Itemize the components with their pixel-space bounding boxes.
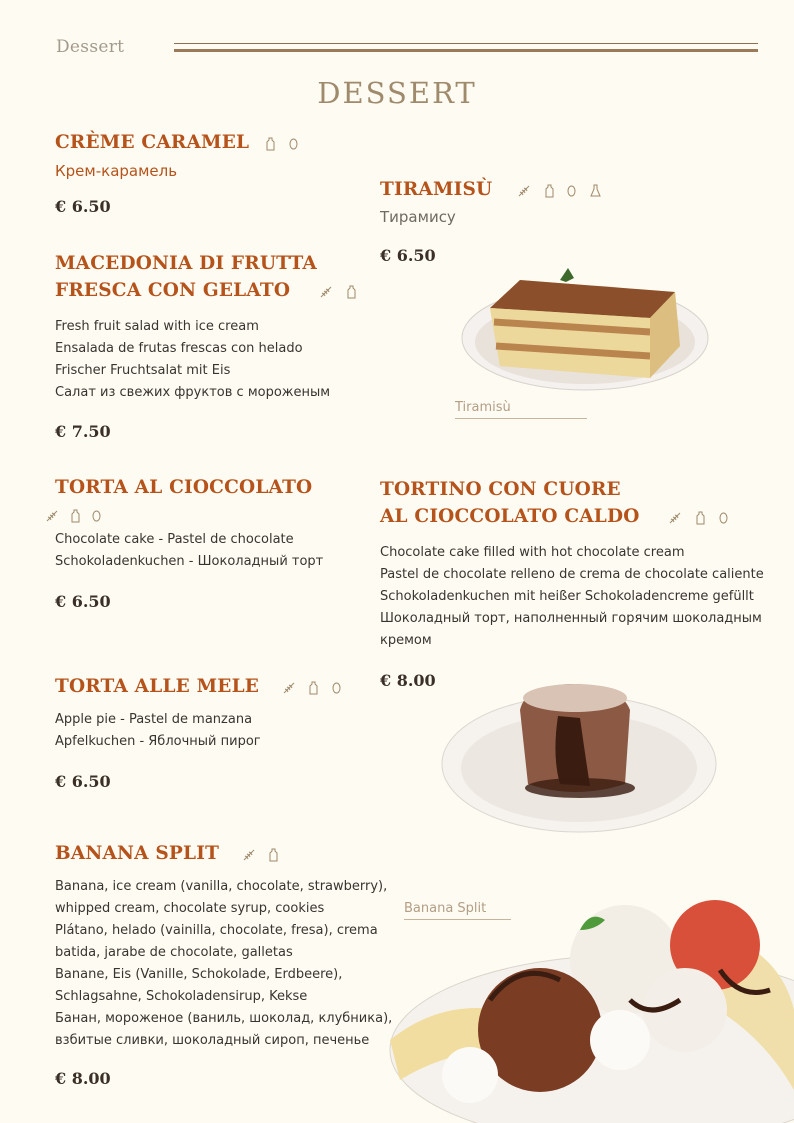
allergen-icons	[266, 130, 305, 157]
menu-item-tiramisu	[380, 176, 608, 265]
desc-line: кремом	[380, 632, 432, 648]
item-price: € 8.00	[55, 1068, 111, 1088]
item-price: € 6.50	[380, 245, 436, 265]
item-price: € 6.50	[55, 592, 111, 611]
image-caption-banana: Banana Split	[404, 901, 511, 920]
item-price: € 6.50	[55, 771, 111, 791]
item-description	[380, 542, 764, 652]
desc-line: взбитые сливки, шоколадный сироп, печенье	[55, 1032, 370, 1048]
allergen-icons	[668, 504, 734, 531]
item-name: TORTA AL CIOCCOLATO	[55, 477, 313, 498]
egg-icon	[719, 511, 728, 524]
menu-item-banana-split	[55, 840, 392, 1088]
allergen-icons	[319, 278, 363, 305]
desc-line: Banana, ice cream (vanilla, chocolate, strawberry),	[55, 878, 388, 894]
desc-line: Fresh fruit salad with ice cream	[55, 318, 259, 334]
desc-line: Pastel de chocolate relleno de crema de chocolate caliente	[380, 566, 764, 582]
item-description	[55, 529, 323, 573]
desc-line: Schokoladenkuchen - Шоколадный торт	[55, 554, 324, 569]
tiramisu-image	[460, 258, 712, 394]
item-name-line2: AL CIOCCOLATO CALDO	[380, 506, 640, 527]
milk-bottle-icon	[545, 184, 554, 198]
wheat-icon	[45, 509, 59, 523]
desc-line: Салат из свежих фруктов с мороженым	[55, 384, 331, 400]
header-rule	[174, 43, 758, 44]
wheat-icon	[517, 184, 531, 198]
menu-item-macedonia	[55, 250, 363, 441]
desc-line: Plátano, helado (vainilla, chocolate, fresa), crema	[55, 922, 378, 938]
allergen-icons	[517, 177, 608, 204]
desc-line: Schlagsahne, Schokoladensirup, Kekse	[55, 988, 308, 1004]
banana-split-image	[380, 890, 794, 1123]
milk-bottle-icon	[266, 137, 275, 151]
item-name-line1: MACEDONIA DI FRUTTA	[55, 253, 317, 274]
item-description	[55, 876, 392, 1052]
allergen-icons	[282, 674, 348, 701]
desc-line: Apple pie - Pastel de manzana	[55, 711, 253, 727]
allergen-icons	[242, 841, 286, 868]
image-caption-tiramisu: Tiramisù	[455, 400, 587, 419]
milk-bottle-icon	[696, 511, 705, 525]
item-description	[55, 316, 363, 404]
menu-item-torta-cioccolato	[55, 474, 323, 611]
wheat-icon	[668, 511, 682, 525]
desc-line: Ensalada de frutas frescas con helado	[55, 340, 303, 356]
item-name-line1: TORTINO CON CUORE	[380, 479, 621, 500]
tortino-image	[440, 676, 718, 836]
page-title: DESSERT	[317, 76, 477, 110]
milk-bottle-icon	[347, 285, 356, 299]
item-name: CRÈME CARAMEL	[55, 132, 250, 153]
item-description	[55, 709, 348, 753]
menu-item-creme-caramel	[55, 129, 305, 216]
item-name-ru: Тирамису	[380, 207, 456, 226]
wheat-icon	[282, 681, 296, 695]
desc-line: Frischer Fruchtsalat mit Eis	[55, 362, 231, 378]
desc-line: Banane, Eis (Vanille, Schokolade, Erdbeere),	[55, 966, 343, 982]
item-name-line2: FRESCA CON GELATO	[55, 280, 291, 301]
item-price: € 6.50	[55, 196, 111, 216]
desc-line: Schokoladenkuchen mit heißer Schokoladencreme gefüllt	[380, 588, 754, 604]
desc-line: Chocolate cake filled with hot chocolate cream	[380, 544, 685, 560]
flask-icon	[590, 184, 601, 198]
item-price: € 7.50	[55, 421, 111, 441]
egg-icon	[289, 137, 298, 150]
item-name: BANANA SPLIT	[55, 843, 220, 864]
egg-icon	[92, 509, 101, 522]
menu-item-tortino	[380, 476, 764, 690]
milk-bottle-icon	[269, 848, 278, 862]
allergen-icons	[45, 505, 108, 524]
egg-icon	[332, 681, 341, 694]
item-name-ru: Крем-карамель	[55, 161, 178, 180]
item-name: TORTA ALLE MELE	[55, 676, 260, 697]
milk-bottle-icon	[309, 681, 318, 695]
egg-icon	[567, 184, 576, 197]
wheat-icon	[242, 848, 256, 862]
desc-line: Шоколадный торт, наполненный горячим шоколадным	[380, 610, 762, 626]
desc-line: batida, jarabe de chocolate, galletas	[55, 944, 293, 960]
desc-line: whipped cream, chocolate syrup, cookies	[55, 900, 325, 916]
desc-line: Chocolate cake - Pastel de chocolate	[55, 532, 294, 547]
menu-item-torta-mele	[55, 673, 348, 791]
item-name: TIRAMISÙ	[380, 179, 493, 200]
desc-line: Банан, мороженое (ваниль, шоколад, клубника),	[55, 1010, 393, 1026]
header-rule-thick	[174, 49, 758, 52]
milk-bottle-icon	[71, 509, 80, 523]
wheat-icon	[319, 285, 333, 299]
breadcrumb: Dessert	[56, 37, 125, 57]
item-price: € 8.00	[380, 670, 436, 690]
desc-line: Apfelkuchen - Яблочный пирог	[55, 733, 261, 749]
